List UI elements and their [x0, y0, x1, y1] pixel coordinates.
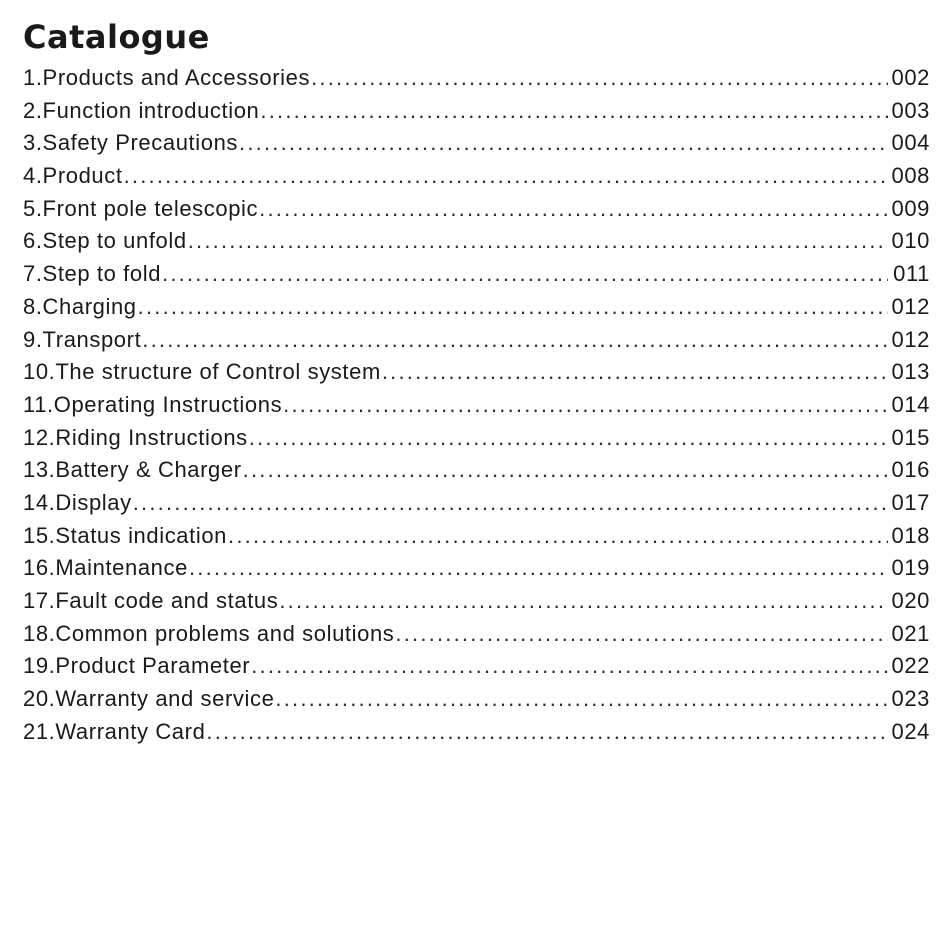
toc-dot-leader [239, 127, 888, 160]
toc-entry[interactable] [23, 552, 930, 585]
toc-entry[interactable] [23, 716, 930, 749]
toc-entry[interactable] [23, 356, 930, 389]
toc-entry[interactable] [23, 95, 930, 128]
toc-dot-leader [395, 618, 888, 651]
toc-entry[interactable] [23, 618, 930, 651]
toc-entry-page-number: 016 [891, 457, 930, 483]
toc-dot-leader [382, 356, 888, 389]
toc-dot-leader [189, 552, 888, 585]
toc-entry[interactable] [23, 324, 930, 357]
toc-entry-label: 14.Display [23, 489, 132, 515]
toc-entry-label: 17.Fault code and status [23, 588, 279, 613]
toc-entry-page-number: 014 [891, 391, 930, 417]
toc-entry-label: 12.Riding Instructions [23, 424, 248, 450]
toc-entry-label: 8.Charging [23, 293, 137, 319]
toc-dot-leader [249, 422, 888, 455]
toc-dot-leader [206, 716, 888, 749]
toc-dot-leader [251, 650, 888, 683]
toc-entry-label: 5.Front pole telescopic [23, 195, 259, 221]
toc-dot-leader [188, 225, 888, 258]
toc-dot-leader [283, 389, 888, 422]
toc-entry[interactable] [23, 389, 930, 422]
toc-entry-page-number: 020 [891, 588, 930, 613]
toc-entry[interactable] [23, 291, 930, 324]
toc-entry-page-number: 019 [891, 555, 930, 581]
toc-entry[interactable] [23, 225, 930, 258]
toc-dot-leader [279, 585, 888, 618]
toc-entry-label: 6.Step to unfold [23, 228, 187, 254]
toc-dot-leader [275, 683, 888, 716]
toc-entry[interactable] [23, 650, 930, 683]
toc-entry-label: 13.Battery & Charger [23, 457, 242, 483]
toc-entry-page-number: 024 [891, 718, 930, 744]
toc-entry-label: 16.Maintenance [23, 555, 188, 581]
toc-dot-leader [162, 258, 888, 291]
toc-entry-label: 18.Common problems and solutions [23, 620, 395, 646]
toc-dot-leader [311, 62, 888, 95]
toc-dot-leader [228, 520, 888, 553]
toc-entry-page-number: 013 [891, 359, 930, 385]
toc-entry-page-number: 002 [891, 65, 930, 90]
toc-entry[interactable] [23, 127, 930, 160]
toc-entry[interactable] [23, 585, 930, 618]
toc-entry[interactable] [23, 160, 930, 193]
toc-entry-label: 15.Status indication [23, 522, 228, 548]
toc-entry-page-number: 010 [891, 228, 930, 254]
toc-entry-label: 1.Products and Accessories [23, 65, 311, 90]
toc-entry-page-number: 008 [891, 163, 930, 189]
toc-entry[interactable] [23, 454, 930, 487]
toc-entry-page-number: 015 [891, 424, 930, 450]
toc-entry-page-number: 017 [891, 489, 930, 515]
toc-entry[interactable] [23, 193, 930, 226]
toc-entry-page-number: 009 [891, 195, 930, 221]
toc-entry-label: 2.Function introduction [23, 97, 260, 123]
toc-entry-page-number: 003 [891, 97, 930, 123]
toc-entry-page-number: 012 [891, 293, 930, 319]
toc-entry[interactable] [23, 62, 930, 95]
toc-entry-page-number: 023 [891, 686, 930, 712]
toc-entry-label: 4.Product [23, 163, 123, 189]
toc-entry-page-number: 012 [891, 326, 930, 352]
toc-entry-page-number: 021 [891, 620, 930, 646]
toc-entry[interactable] [23, 487, 930, 520]
toc-dot-leader [259, 193, 888, 226]
toc-entry-label: 9.Transport [23, 326, 142, 352]
toc-entry-label: 3.Safety Precautions [23, 130, 239, 156]
toc-entry-label: 11.Operating Instructions [23, 391, 283, 417]
page-title: Catalogue [23, 18, 210, 56]
toc-dot-leader [133, 487, 888, 520]
toc-entry-label: 19.Product Parameter [23, 653, 251, 679]
toc-entry-page-number: 004 [891, 130, 930, 156]
toc-dot-leader [138, 291, 888, 324]
toc-entry-label: 21.Warranty Card [23, 718, 206, 744]
toc-entry-label: 7.Step to fold [23, 261, 162, 287]
toc-entry-page-number: 011 [893, 261, 930, 287]
toc-entry-label: 20.Warranty and service [23, 686, 275, 712]
toc-entry[interactable] [23, 258, 930, 291]
toc-entry[interactable] [23, 683, 930, 716]
toc-dot-leader [243, 454, 888, 487]
toc-dot-leader [142, 324, 888, 357]
toc-entry-label: 10.The structure of Control system [23, 359, 381, 385]
toc-entry[interactable] [23, 520, 930, 553]
toc-entry-page-number: 022 [891, 653, 930, 679]
toc-dot-leader [124, 160, 888, 193]
toc-entry-page-number: 018 [891, 522, 930, 548]
table-of-contents [23, 62, 930, 748]
toc-dot-leader [260, 95, 888, 128]
toc-entry[interactable] [23, 422, 930, 455]
